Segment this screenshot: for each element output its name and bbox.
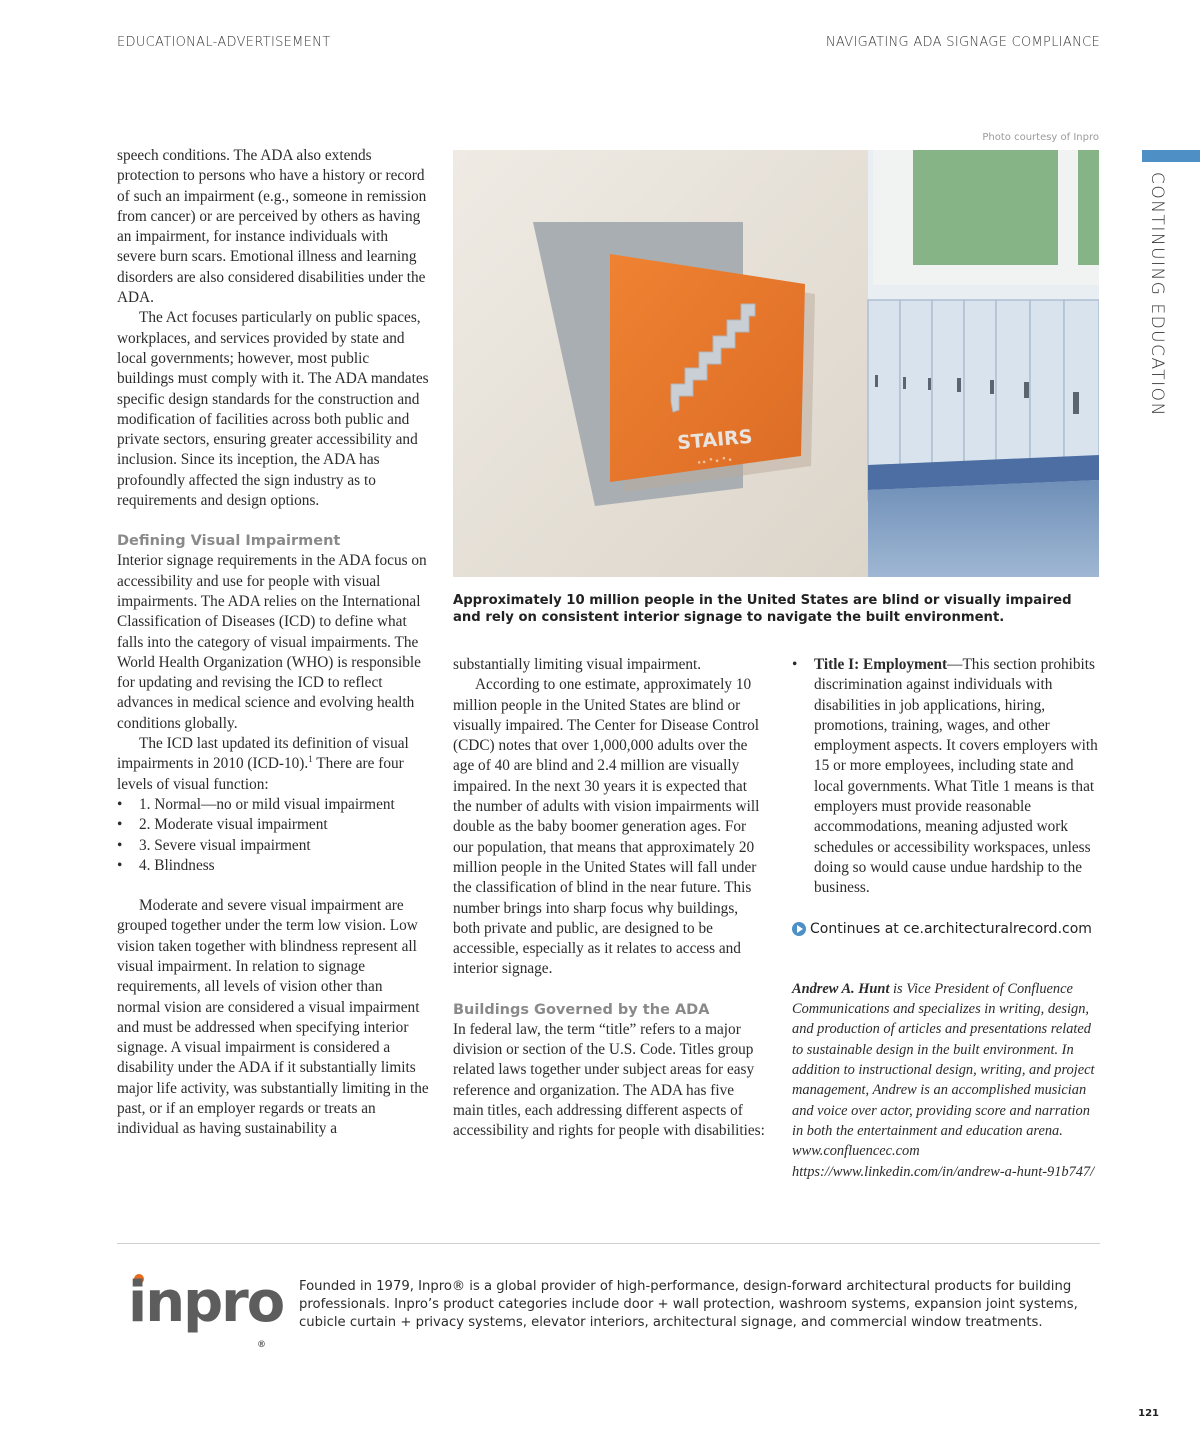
sponsor-description: Founded in 1979, Inpro® is a global provider of high-performance, design-forward architectural products for building professionals. Inpro’s product categories include door + wall protection, washroom systems, expansion joint systems, cubicle curtain + privacy systems, elevator interiors, architectural signage, and commercial window treatments. — [299, 1279, 1078, 1330]
list-item: • 4. Blindness — [117, 856, 429, 876]
col1-paragraph-3: Interior signage requirements in the ADA focus on accessibility and use for people with visual impairments. The ADA relies on the International Classification of Diseases (ICD) to define what falls into the category of visual impairments. The World Health Organization (WHO) is responsible for updating and revising the ICD to reflect advances in medical science and evolving health conditions globally. — [117, 552, 427, 732]
stairs-sign-photo — [453, 150, 1099, 577]
column-1 — [117, 146, 429, 1140]
col1-paragraph-4-text: The ICD last updated its definition of visual impairments in 2010 (ICD-10). — [117, 735, 409, 773]
logo-registered-mark: ® — [257, 1340, 266, 1350]
heading-buildings-governed: Buildings Governed by the ADA — [453, 1001, 710, 1018]
col2-paragraph-1: substantially limiting visual impairment. — [453, 656, 702, 673]
header-section-label: EDUCATIONAL-ADVERTISEMENT — [117, 35, 331, 50]
col1-paragraph-4 — [117, 734, 429, 795]
col2-paragraph-3: In federal law, the term “title” refers to a major division or section of the U.S. Code. Titles group related laws together under subject areas for easy reference and organization. The ADA has five main titles, each addressing different aspects of accessibility and rights for people with disabilities: — [453, 1020, 765, 1140]
list-item: • 1. Normal—no or mild visual impairment — [117, 795, 429, 815]
logo-wordmark: inpro — [128, 1270, 284, 1335]
side-label-continuing-education: CONTINUING EDUCATION — [1147, 172, 1167, 417]
footnote-ref: 1 — [308, 754, 313, 765]
photo-credit: Photo courtesy of Inpro — [982, 132, 1099, 143]
footer-divider — [117, 1243, 1100, 1244]
play-arrow-icon — [792, 922, 806, 936]
list-item: • 2. Moderate visual impairment — [117, 815, 429, 835]
title-1-label: Title I: Employment — [814, 656, 948, 673]
col1-paragraph-1: speech conditions. The ADA also extends protection to persons who have a history or record of such an impairment (e.g., someone in remission from cancer) or are perceived by others as having an impairment, for instance individuals with severe burn scars. Emotional illness and learning disorders are also considered disabilities under the ADA. — [117, 147, 427, 307]
header-article-title: NAVIGATING ADA SIGNAGE COMPLIANCE — [825, 35, 1100, 50]
col1-paragraph-4-cont: There are four levels of visual function: — [117, 755, 404, 793]
page-number: 121 — [1138, 1408, 1159, 1419]
list-item: • 3. Severe visual impairment — [117, 836, 429, 856]
title-1-text: —This section prohibits discrimination against individuals with disabilities in job applications, hiring, promotions, training, wages, and other employment aspects. It covers employers with 15 or more employees, including state and local governments. What Title 1 means is that employers must provide reasonable accommodations, meaning adjusted work schedules or accessibility workspaces, unless doing so would cause undue hardship to the business. — [814, 656, 1098, 897]
continues-link-text: Continues at ce.architecturalrecord.com — [810, 920, 1092, 937]
titles-list — [792, 655, 1102, 899]
visual-function-levels-list — [117, 795, 429, 876]
col1-paragraph-2: The Act focuses particularly on public spaces, workplaces, and services provided by state and local governments; however, most public buildings must comply with it. The ADA mandates specific design standards for the construction and modification of facilities across both public and private sectors, ensuring greater accessibility and inclusion. Since its inception, the ADA has profoundly affected the sign industry as to requirements and design options. — [117, 309, 429, 510]
col1-paragraph-5: Moderate and severe visual impairment are grouped together under the term low vision. Low vision taken together with blindness represent all visual impairment. In relation to signage requirements, all levels of vision other than normal vision are considered a visual impairment and must be addressed when specifying interior signage. A visual impairment is considered a disability under the ADA if it substantially limits major life activity, was substantially limiting in the past, or if an employer regards or treats an individual as having sustainability a — [117, 897, 429, 1138]
col2-paragraph-2: According to one estimate, approximately 10 million people in the United States are blind or visually impaired. The Center for Disease Control (CDC) notes that over 1,000,000 adults over the age of 40 are blind and 2.4 million are visually impaired. In the next 30 years it is expected that the number of adults with vision impairments will double as the baby boomer generation ages. For our population, that means that approximately 20 million people in the United States will fall under the classification of blind in the near future. This number brings into sharp focus why buildings, both private and public, are designed to be accessible, especially as it relates to access and interior signage. — [453, 676, 760, 978]
heading-defining-visual-impairment: Defining Visual Impairment — [117, 533, 341, 550]
column-3 — [792, 655, 1102, 1182]
author-name: Andrew A. Hunt — [792, 980, 890, 997]
author-bio-text: is Vice President of Confluence Communications and specializes in writing, design, and production of articles and presentations related to sustainable design in the built environment. In addition to instructional design, writing, and project management, Andrew is an accomplished musician and voice over actor, providing score and narration in both the entertainment and education arena. www.confluencec.com https://www.linkedin.com/in/andrew-a-hunt-91b747/ — [792, 980, 1095, 1180]
side-tab-accent — [1142, 150, 1200, 162]
inpro-logo — [128, 1268, 284, 1350]
photo-caption: Approximately 10 million people in the United States are blind or visually impaired and rely on consistent interior signage to navigate the built environment. — [453, 593, 1072, 625]
author-bio — [792, 979, 1102, 1182]
sign-text: STAIRS — [676, 425, 754, 455]
column-2 — [453, 655, 765, 1142]
continues-link[interactable] — [792, 919, 1102, 939]
list-item-title-1 — [792, 655, 1102, 899]
